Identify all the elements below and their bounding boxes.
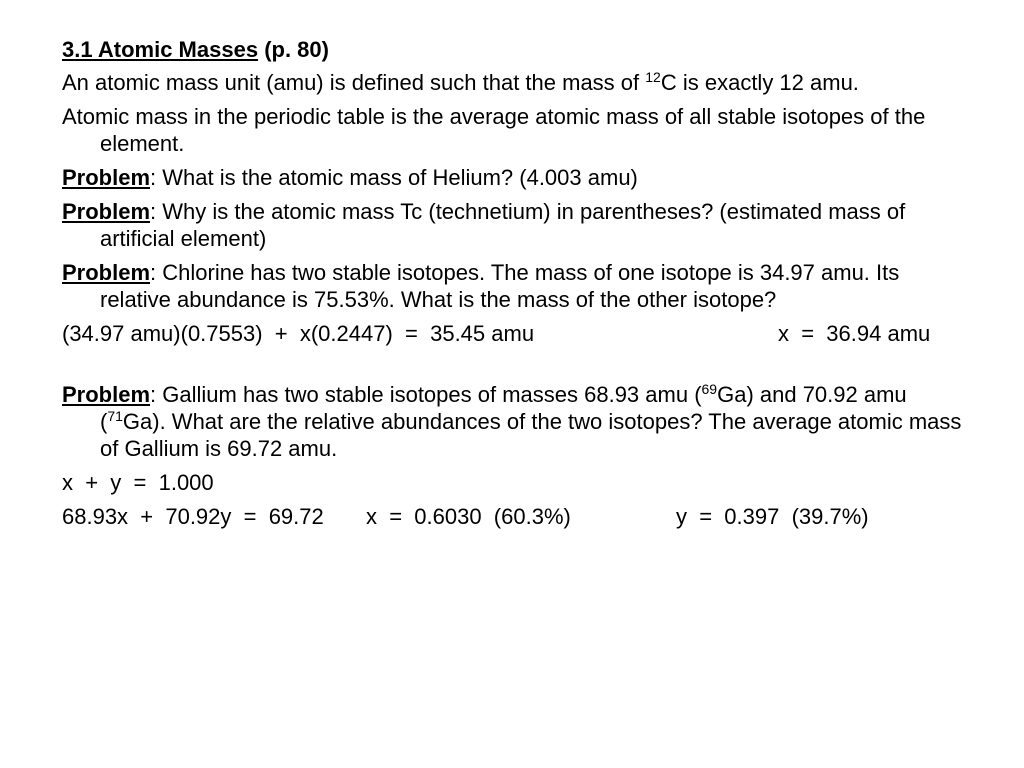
problem-label: Problem — [62, 260, 151, 285]
problem-technetium — [62, 198, 962, 252]
carbon-mass-number: 12 — [645, 69, 661, 85]
gallium-69-mass-number: 69 — [701, 381, 718, 397]
problem-text: : Why is the atomic mass Tc (technetium) in parentheses? (estimated mass of artificial element) — [100, 199, 906, 251]
slide-content — [62, 36, 962, 537]
gallium-y-result: y = 0.397 (39.7%) — [676, 504, 869, 529]
problem-text: : Chlorine has two stable isotopes. The mass of one isotope is 34.97 amu. Its relative abundance is 75.53%. What is the mass of the other isotope? — [100, 260, 900, 312]
problem-text-part1: : Gallium has two stable isotopes of masses 68.93 amu ( — [150, 382, 702, 407]
chlorine-equation: (34.97 amu)(0.7553) + x(0.2447) = 35.45 amu — [62, 321, 535, 346]
gallium-solution-row — [62, 503, 962, 530]
problem-label: Problem — [62, 165, 151, 190]
problem-text: : What is the atomic mass of Helium? (4.003 amu) — [150, 165, 638, 190]
slide-title — [62, 36, 962, 63]
problem-chlorine — [62, 259, 962, 313]
gallium-sum-equation: x + y = 1.000 — [62, 470, 214, 495]
amu-definition — [62, 69, 962, 96]
problem-text-part3: Ga). What are the relative abundances of the two isotopes? The average atomic mass of Gallium is 69.72 amu. — [100, 409, 962, 461]
problem-gallium — [62, 381, 962, 462]
gallium-equation: 68.93x + 70.92y = 69.72 — [62, 504, 324, 529]
chlorine-result: x = 36.94 amu — [778, 321, 931, 346]
periodic-table-note: Atomic mass in the periodic table is the average atomic mass of all stable isotopes of the element. — [62, 104, 926, 156]
page-reference: (p. 80) — [264, 37, 329, 62]
definition-text-start: An atomic mass unit (amu) is defined such that the mass of — [62, 70, 646, 95]
problem-label: Problem — [62, 382, 151, 407]
spacer — [62, 354, 962, 381]
problem-label: Problem — [62, 199, 151, 224]
gallium-x-result: x = 0.6030 (60.3%) — [366, 504, 571, 529]
problem-text-part2: Ga) and 70.92 amu ( — [100, 382, 907, 434]
chlorine-equation-row — [62, 320, 962, 347]
gallium-71-mass-number: 71 — [107, 408, 123, 424]
section-heading: 3.1 Atomic Masses — [62, 37, 259, 62]
gallium-sum-row — [62, 469, 962, 496]
definition-text-end: C is exactly 12 amu. — [660, 70, 859, 95]
problem-helium — [62, 164, 962, 191]
